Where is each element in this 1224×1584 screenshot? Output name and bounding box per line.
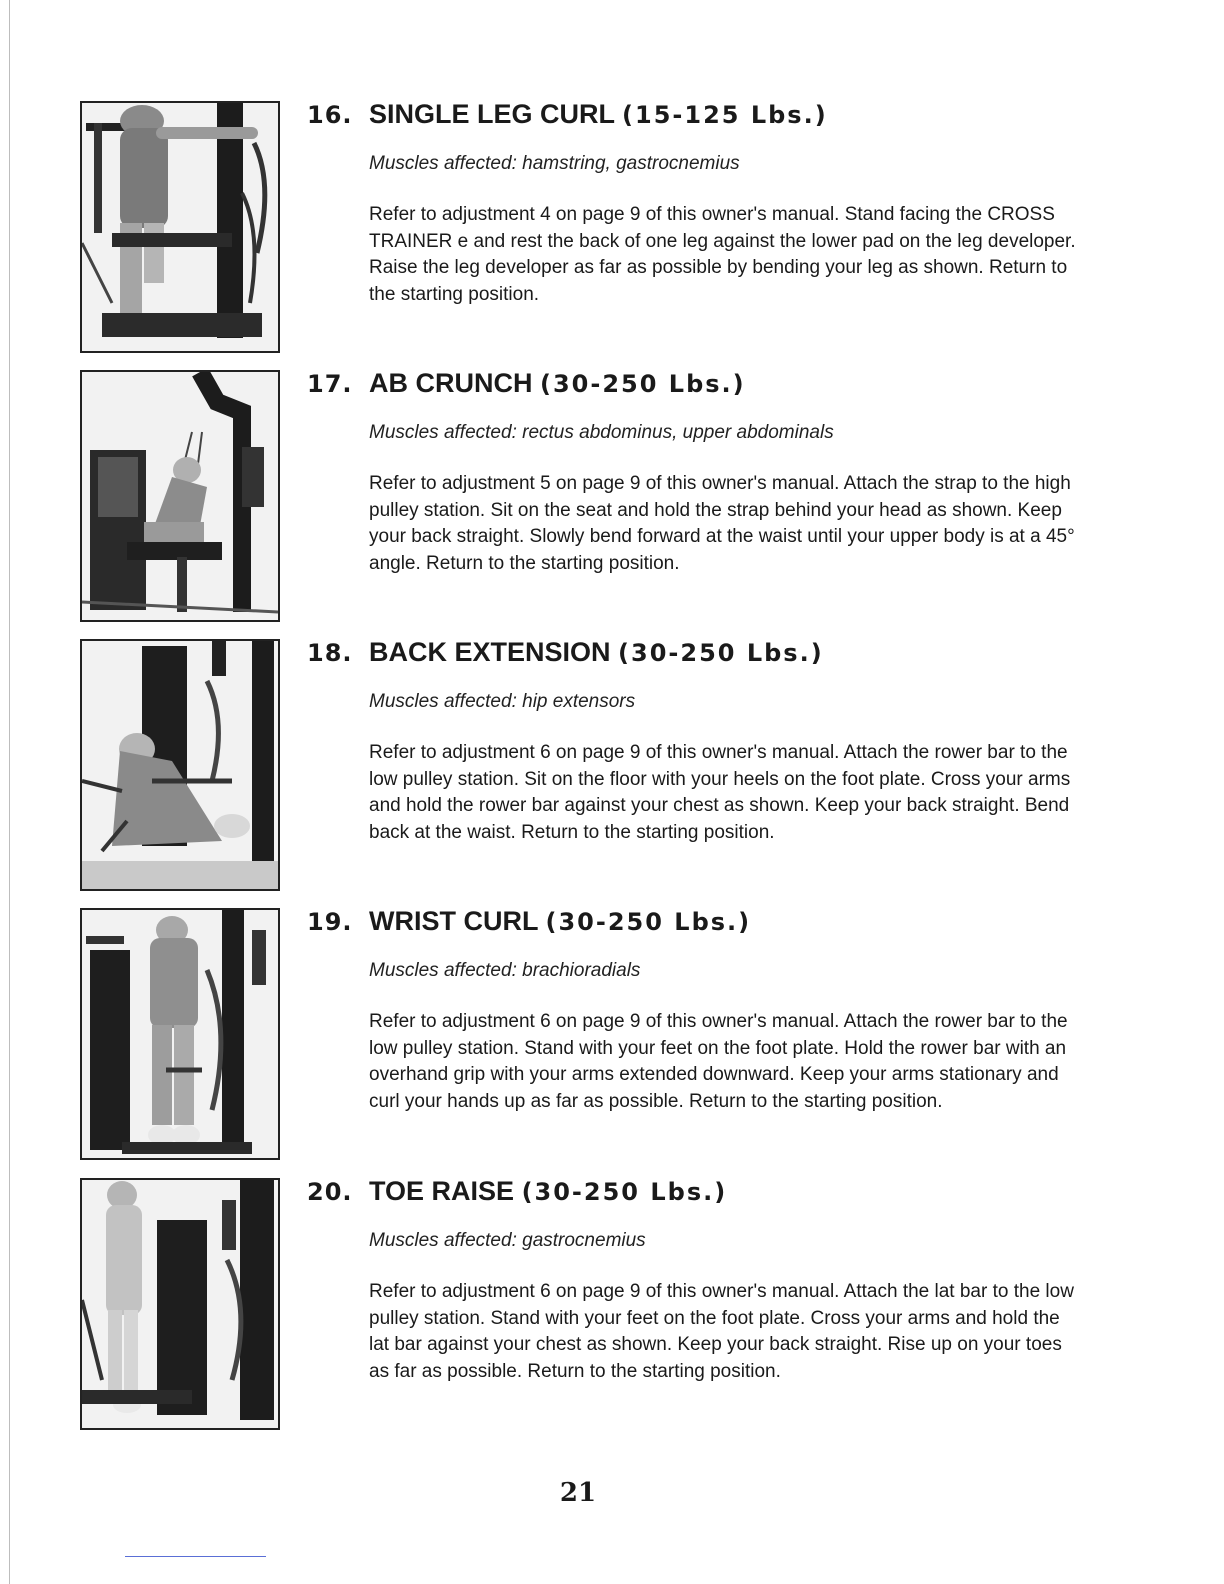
single-leg-curl-illustration [82, 103, 278, 351]
exercise-20 [0, 1178, 1224, 1440]
exercise-instructions: Refer to adjustment 6 on page 9 of this owner's manual. Attach the rower bar to the low pulley station. Stand with your feet on the foot plate. Hold the rower bar with an overhand grip with your arms extended downward. Keep your arms stationary and curl your hands up as far as possible. Return to the starting position. [369, 1011, 1068, 1112]
toe-raise-illustration [82, 1180, 278, 1428]
back-extension-illustration [82, 641, 278, 889]
exercise-title [369, 99, 828, 130]
exercise-title-text: SINGLE LEG CURL [369, 99, 615, 129]
exercise-number: 17. [307, 370, 353, 398]
ab-crunch-illustration [82, 372, 278, 620]
exercise-title [369, 637, 824, 668]
single-leg-curl-photo [80, 101, 280, 353]
footer-rule [125, 1556, 266, 1557]
exercise-number: 20. [307, 1178, 353, 1206]
weight-range: (30-250 Lbs.) [545, 908, 752, 936]
weight-range: (15-125 Lbs.) [622, 101, 828, 129]
exercise-19 [0, 908, 1224, 1170]
exercise-instructions: Refer to adjustment 4 on page 9 of this owner's manual. Stand facing the CROSS TRAINER e and rest the back of one leg against the lower pad on the leg developer. Raise the leg developer as far as possible by bending your leg as shown. Return to the starting position. [369, 204, 1076, 305]
wrist-curl-illustration [82, 910, 278, 1158]
exercise-title [369, 368, 746, 399]
exercise-title [369, 1176, 727, 1207]
weight-range: (30-250 Lbs.) [540, 370, 746, 398]
exercise-18 [0, 639, 1224, 901]
exercise-title-text: TOE RAISE [369, 1176, 515, 1206]
exercise-title-text: AB CRUNCH [369, 368, 533, 398]
weight-range: (30-250 Lbs.) [521, 1178, 728, 1206]
page-number: 21 [559, 1478, 597, 1508]
exercise-instructions: Refer to adjustment 5 on page 9 of this owner's manual. Attach the strap to the high pulley station. Sit on the seat and hold the strap behind your head as shown. Keep your back straight. Slowly bend forward at the waist until your upper body is at a 45° angle. Return to the starting position. [369, 473, 1075, 574]
toe-raise-photo [80, 1178, 280, 1430]
muscles-affected: Muscles affected: hip extensors [369, 691, 636, 712]
exercise-title-text: BACK EXTENSION [369, 637, 611, 667]
exercise-title [369, 906, 751, 937]
exercise-title-text: WRIST CURL [369, 906, 538, 936]
muscles-affected: Muscles affected: brachioradials [369, 960, 641, 981]
exercise-number: 19. [307, 908, 353, 936]
wrist-curl-photo [80, 908, 280, 1160]
exercise-number: 18. [307, 639, 353, 667]
exercise-instructions: Refer to adjustment 6 on page 9 of this owner's manual. Attach the lat bar to the low pulley station. Stand with your feet on the foot plate. Cross your arms and hold the lat bar against your chest as shown. Keep your back straight. Rise up on your toes as far as possible. Return to the starting position. [369, 1281, 1074, 1382]
ab-crunch-photo [80, 370, 280, 622]
exercise-number: 16. [307, 101, 353, 129]
exercise-instructions: Refer to adjustment 6 on page 9 of this owner's manual. Attach the rower bar to the low pulley station. Sit on the floor with your heels on the foot plate. Cross your arms and hold the rower bar against your chest as shown. Keep your back straight. Bend back at the waist. Return to the starting position. [369, 742, 1071, 843]
muscles-affected: Muscles affected: hamstring, gastrocnemius [369, 153, 740, 174]
muscles-affected: Muscles affected: rectus abdominus, upper abdominals [369, 422, 834, 443]
muscles-affected: Muscles affected: gastrocnemius [369, 1230, 646, 1251]
exercise-17 [0, 370, 1224, 632]
exercise-16 [0, 101, 1224, 363]
back-extension-photo [80, 639, 280, 891]
weight-range: (30-250 Lbs.) [618, 639, 824, 667]
